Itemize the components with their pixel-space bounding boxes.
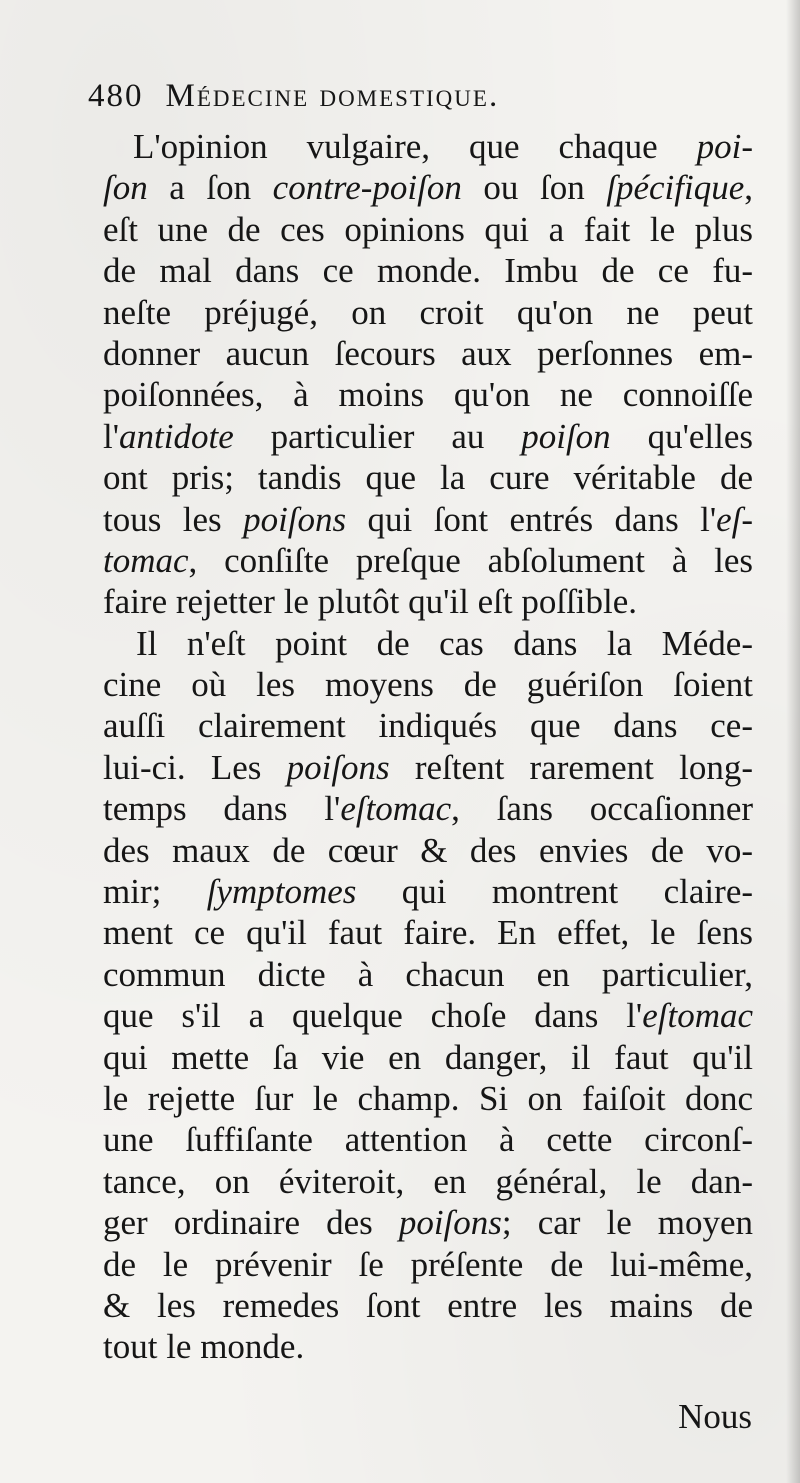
text-line: mir; ſymptomes qui montrent claire- bbox=[103, 872, 754, 912]
text-line: lui-ci. Les poiſons reſtent rarement long- bbox=[103, 747, 754, 787]
page-edge-shadow bbox=[786, 0, 800, 1483]
text-line: ment ce qu'il faut faire. En effet, le ſens bbox=[103, 913, 753, 953]
text-line: qui mette ſa vie en danger, il faut qu'il bbox=[103, 1037, 753, 1077]
text-line: ger ordinaire des poiſons; car le moyen bbox=[103, 1203, 754, 1243]
text-line: donner aucun ſecours aux perſonnes em- bbox=[103, 333, 753, 373]
text-line: ſon a ſon contre-poiſon ou ſon ſpécifique, bbox=[103, 168, 754, 208]
text-line: faire rejetter le plutôt qu'il eſt poſſible. bbox=[103, 582, 638, 622]
text-line: des maux de cœur & des envies de vo- bbox=[103, 830, 753, 870]
text-line: tous les poiſons qui ſont entrés dans l'eſ- bbox=[103, 499, 754, 539]
text-line: que s'il a quelque choſe dans l'eſtomac bbox=[103, 996, 754, 1036]
text-line: l'antidote particulier au poiſon qu'elles bbox=[103, 416, 754, 456]
text-line: auſſi clairement indiqués que dans ce- bbox=[103, 706, 753, 746]
text-line: poiſonnées, à moins qu'on ne connoiſſe bbox=[103, 375, 753, 415]
text-line: L'opinion vulgaire, que chaque poi- bbox=[133, 127, 753, 166]
text-line: tout le monde. bbox=[103, 1327, 305, 1367]
text-line: le rejette ſur le champ. Si on faiſoit donc bbox=[103, 1078, 753, 1118]
text-line: de le prévenir ſe préſente de lui-même, bbox=[103, 1244, 753, 1284]
text-line: tance, on éviteroit, en général, le dan- bbox=[103, 1161, 753, 1201]
text-line: tomac, conſiſte preſque abſolument à les bbox=[103, 540, 754, 580]
text-line: & les remedes ſont entre les mains de bbox=[103, 1285, 753, 1325]
body-text bbox=[103, 126, 753, 1368]
text-line: commun dicte à chacun en particulier, bbox=[103, 954, 753, 994]
page-number: 480 bbox=[88, 78, 144, 114]
text-line: temps dans l'eſtomac, ſans occaſionner bbox=[103, 789, 754, 829]
text-line: neſte préjugé, on croit qu'on ne peut bbox=[103, 292, 753, 332]
text-line: Il n'eſt point de cas dans la Méde- bbox=[136, 623, 753, 663]
text-line: eſt une de ces opinions qui a fait le plus bbox=[103, 209, 753, 249]
text-line: cine où les moyens de guériſon ſoient bbox=[103, 665, 753, 705]
running-title: Médecine domestique. bbox=[165, 78, 500, 114]
text-line: une ſuffiſante attention à cette circonſ- bbox=[103, 1120, 753, 1160]
catchword: Nous bbox=[678, 1397, 752, 1436]
running-header bbox=[88, 78, 499, 115]
text-line: de mal dans ce monde. Imbu de ce fu- bbox=[103, 251, 753, 291]
text-line: ont pris; tandis que la cure véritable de bbox=[103, 458, 753, 498]
